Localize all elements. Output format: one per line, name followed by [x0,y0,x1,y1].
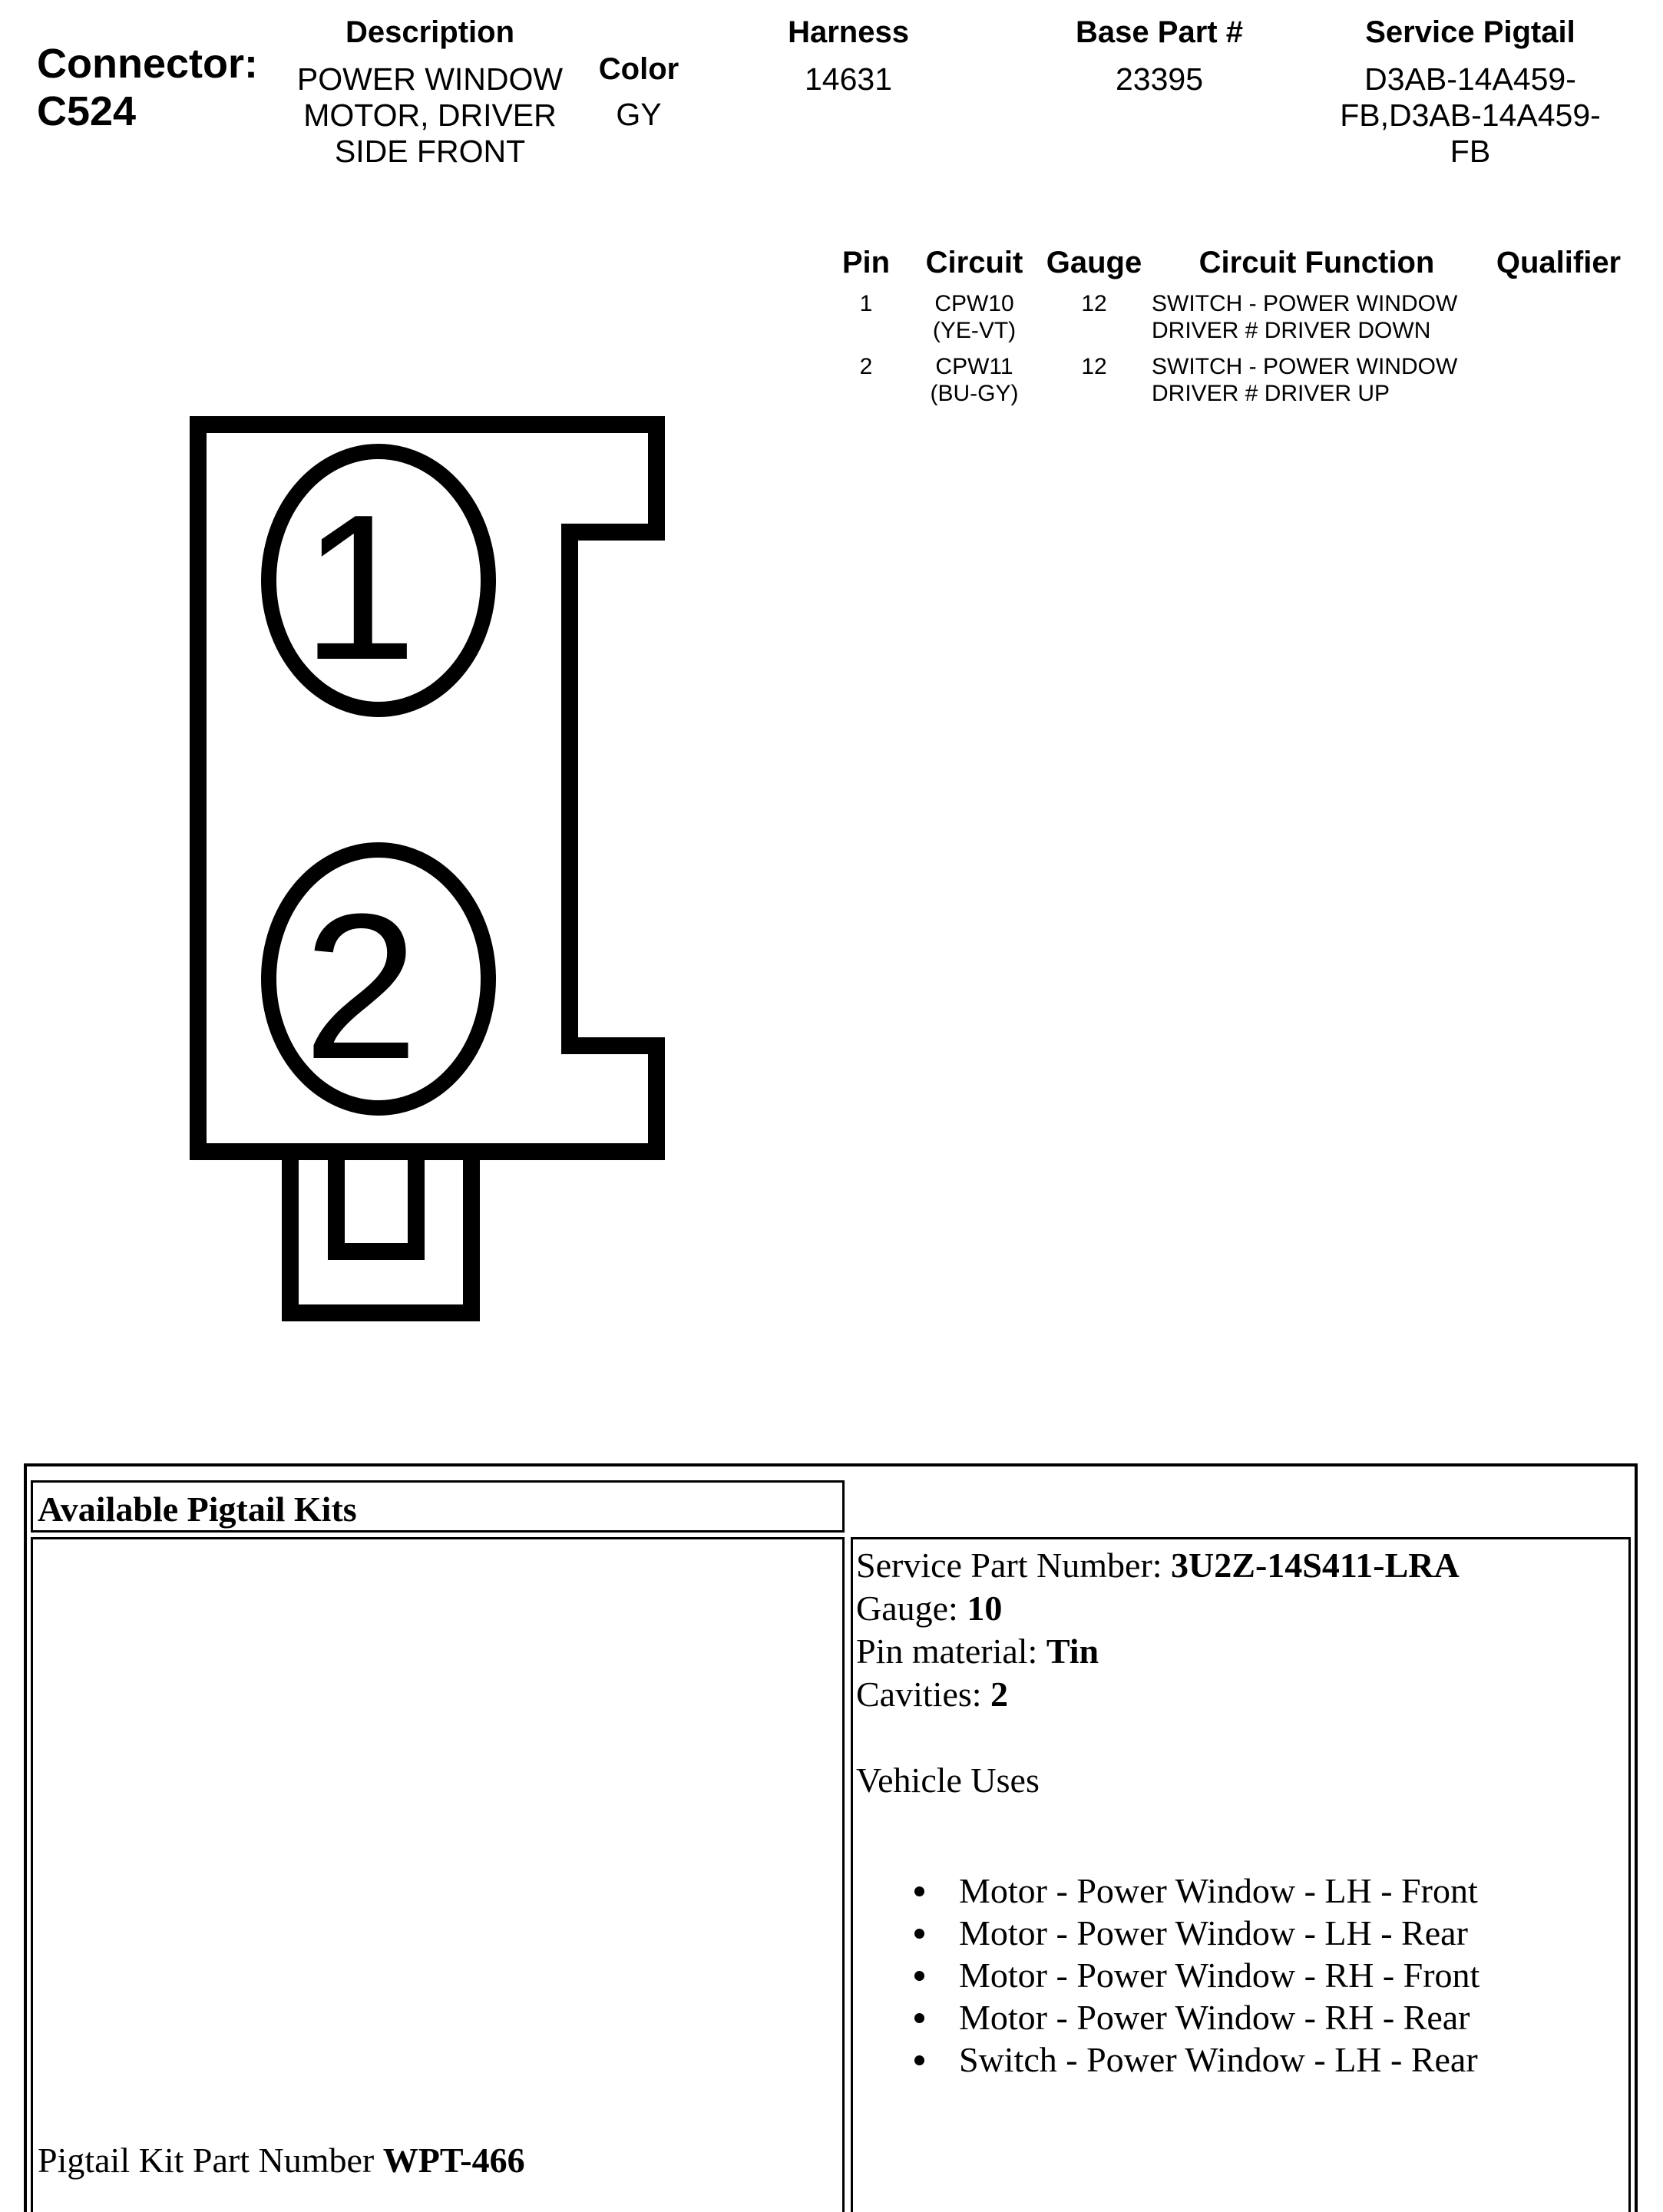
bullet-icon [914,1886,924,1896]
kit-gauge [856,1587,1460,1630]
service-pigtail-line: FB,D3AB-14A459- [1340,98,1601,133]
vehicle-use-text: Motor - Power Window - LH - Rear [959,1913,1468,1952]
connector-label: Connector: [37,41,258,87]
circuit-function-line: SWITCH - POWER WINDOW [1152,291,1458,316]
pigtail-kit-details-cell [851,1537,1631,2212]
circuit-wire-color: (BU-GY) [930,381,1019,406]
service-part-number [856,1544,1460,1587]
gauge-cell: 12 [1081,291,1107,316]
connector-id: C524 [37,88,137,134]
pin-cell: 1 [859,291,873,316]
pin-2-label: 2 [303,871,419,1103]
list-item [907,1954,1480,1996]
circuit-function-line: DRIVER # DRIVER UP [1152,381,1390,406]
list-item [907,1912,1480,1954]
service-part-label: Service Part Number: [856,1546,1172,1585]
connector-latch-outline [290,1152,471,1313]
vehicle-use-text: Motor - Power Window - RH - Front [959,1956,1480,1995]
pin-column-header: Pin [841,246,891,279]
bullet-icon [914,2013,924,2023]
circuit-function-column-header: Circuit Function [1198,246,1435,279]
pin-cell: 2 [859,354,873,379]
kit-gauge-value: 10 [967,1589,1003,1628]
bullet-icon [914,2055,924,2065]
description-line: SIDE FRONT [334,134,526,169]
list-item [907,1996,1480,2038]
base-part-header: Base Part # [1076,15,1243,49]
bullet-icon [914,1929,924,1939]
vehicle-uses-heading: Vehicle Uses [856,1761,1040,1800]
description-line: MOTOR, DRIVER [303,98,557,133]
list-item [907,2038,1480,2081]
list-item [907,1870,1480,1912]
kit-details [856,1544,1460,1802]
pin-material [856,1630,1460,1673]
service-part-value: 3U2Z-14S411-LRA [1171,1546,1460,1585]
connector-latch-inner [336,1152,416,1251]
gauge-column-header: Gauge [1046,246,1142,279]
pigtail-kit-part-label: Pigtail Kit Part Number [38,2141,383,2180]
pigtail-kit-image-cell [31,1537,845,2212]
color-value: GY [616,97,662,132]
harness-header: Harness [788,15,909,49]
pigtail-kits-heading: Available Pigtail Kits [38,1490,357,1529]
vehicle-use-text: Motor - Power Window - RH - Rear [959,1998,1470,2037]
vehicle-use-text: Motor - Power Window - LH - Front [959,1871,1478,1910]
service-pigtail-line: FB [1450,134,1491,169]
harness-value: 14631 [804,61,892,97]
pigtail-kits-heading-cell [31,1480,845,1533]
pigtail-kit-part-value: WPT-466 [382,2141,525,2180]
bullet-icon [914,1971,924,1981]
gauge-cell: 12 [1081,354,1107,379]
cavities-label: Cavities: [856,1675,991,1714]
vehicle-use-text: Switch - Power Window - LH - Rear [959,2040,1478,2079]
vehicle-uses-list [907,1870,1480,2081]
qualifier-column-header: Qualifier [1496,246,1622,279]
circuit-function-line: DRIVER # DRIVER DOWN [1152,318,1431,343]
kit-gauge-label: Gauge: [856,1589,967,1628]
pin-1-label: 1 [301,472,418,703]
cavities-value: 2 [990,1675,1009,1714]
pin-material-label: Pin material: [856,1632,1046,1671]
description-header: Description [345,15,515,49]
circuit-code: CPW10 [934,291,1014,316]
pin-material-value: Tin [1046,1632,1099,1671]
cavities [856,1673,1460,1716]
color-header: Color [598,52,679,86]
circuit-code: CPW11 [935,354,1013,379]
circuit-column-header: Circuit [925,246,1023,279]
circuit-wire-color: (YE-VT) [932,318,1017,343]
pigtail-kit-part-number [38,2139,525,2182]
service-pigtail-header: Service Pigtail [1365,15,1575,49]
service-pigtail-line: D3AB-14A459- [1364,61,1576,97]
connector-housing-outline [198,425,656,1152]
base-part-value: 23395 [1115,61,1203,97]
circuit-function-line: SWITCH - POWER WINDOW [1152,354,1458,379]
description-line: POWER WINDOW [296,61,564,97]
